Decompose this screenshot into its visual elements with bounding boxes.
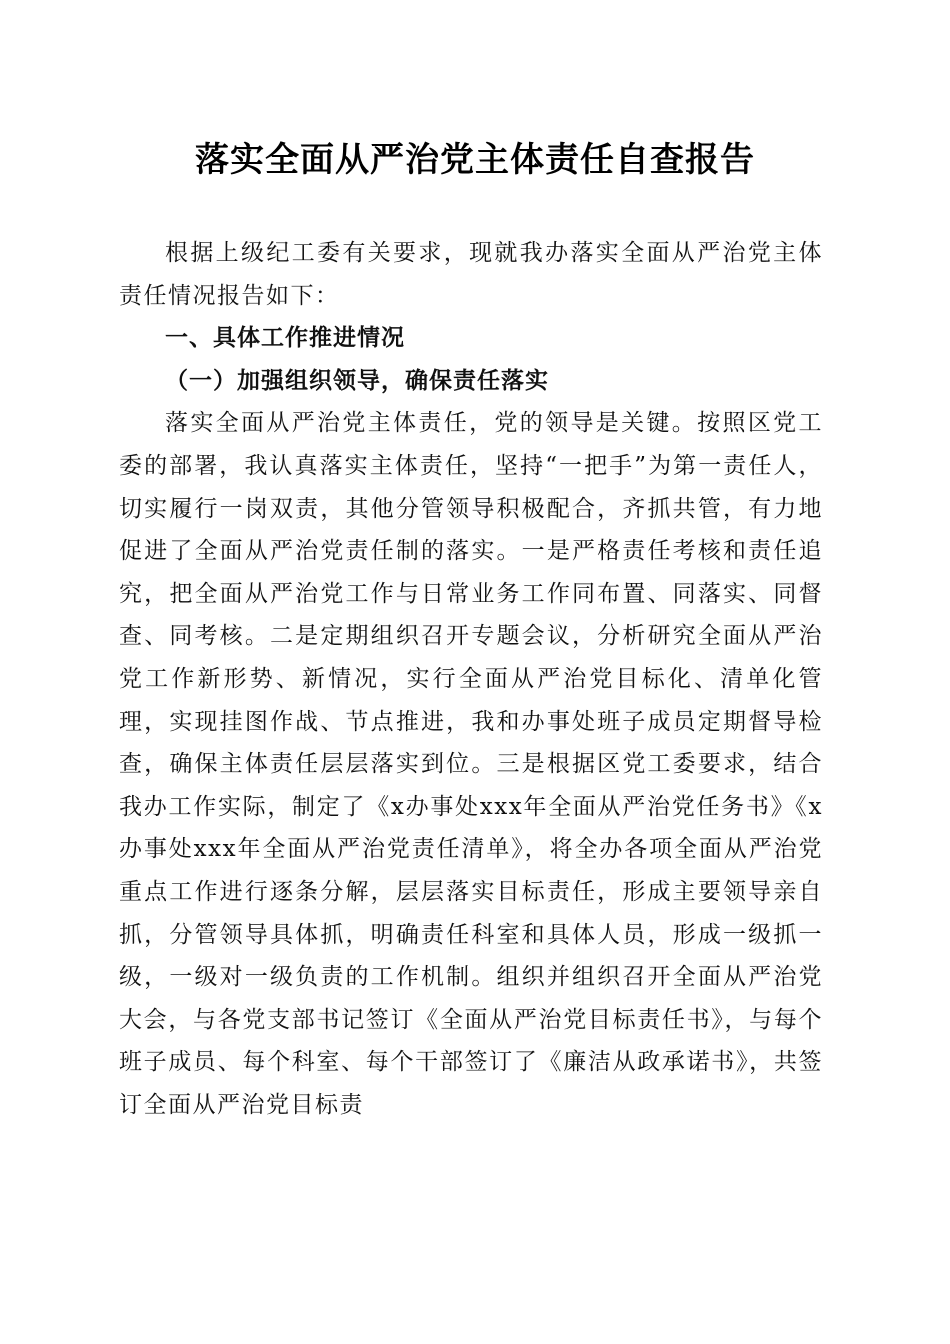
- subsection-heading: （一）加强组织领导，确保责任落实: [165, 366, 549, 394]
- intro-paragraph: 根据上级纪工委有关要求，现就我办落实全面从严治党主体责任情况报告如下：: [119, 240, 823, 309]
- body-paragraph: 落实全面从严治党主体责任，党的领导是关键。按照区党工委的部署，我认真落实主体责任，坚持“一把手”为第一责任人，切实履行一岗双责，其他分管领导积极配合，齐抓共管，有力地促进了全面从严治党责任制的落实。一是严格责任考核和责任追究，把全面从严治党工作与日常业务工作同布置、同落实、同督查、同考核。二是定期组织召开专题会议，分析研究全面从严治党工作新形势、新情况，实行全面从严治党目标化、清单化管理，实现挂图作战、节点推进，我和办事处班子成员定期督导检查，确保主体责任层层落实到位。三是根据区党工委要求，结合我办工作实际，制定了《x办事处xxx年全面从严治党任务书》《x办事处xxx年全面从严治党责任清单》，将全办各项全面从严治党重点工作进行逐条分解，层层落实目标责任，形成主要领导亲自抓，分管领导具体抓，明确责任科室和具体人员，形成一级抓一级，一级对一级负责的工作机制。组织并组织召开全面从严治党大会，与各党支部书记签订《全面从严治党目标责任书》，与每个班子成员、每个科室、每个干部签订了《廉洁从政承诺书》，共签订全面从严治党目标责: [119, 410, 823, 1118]
- document-title: 落实全面从严治党主体责任自查报告: [195, 140, 755, 180]
- section-heading: 一、具体工作推进情况: [165, 325, 405, 352]
- document-body: [119, 232, 823, 1126]
